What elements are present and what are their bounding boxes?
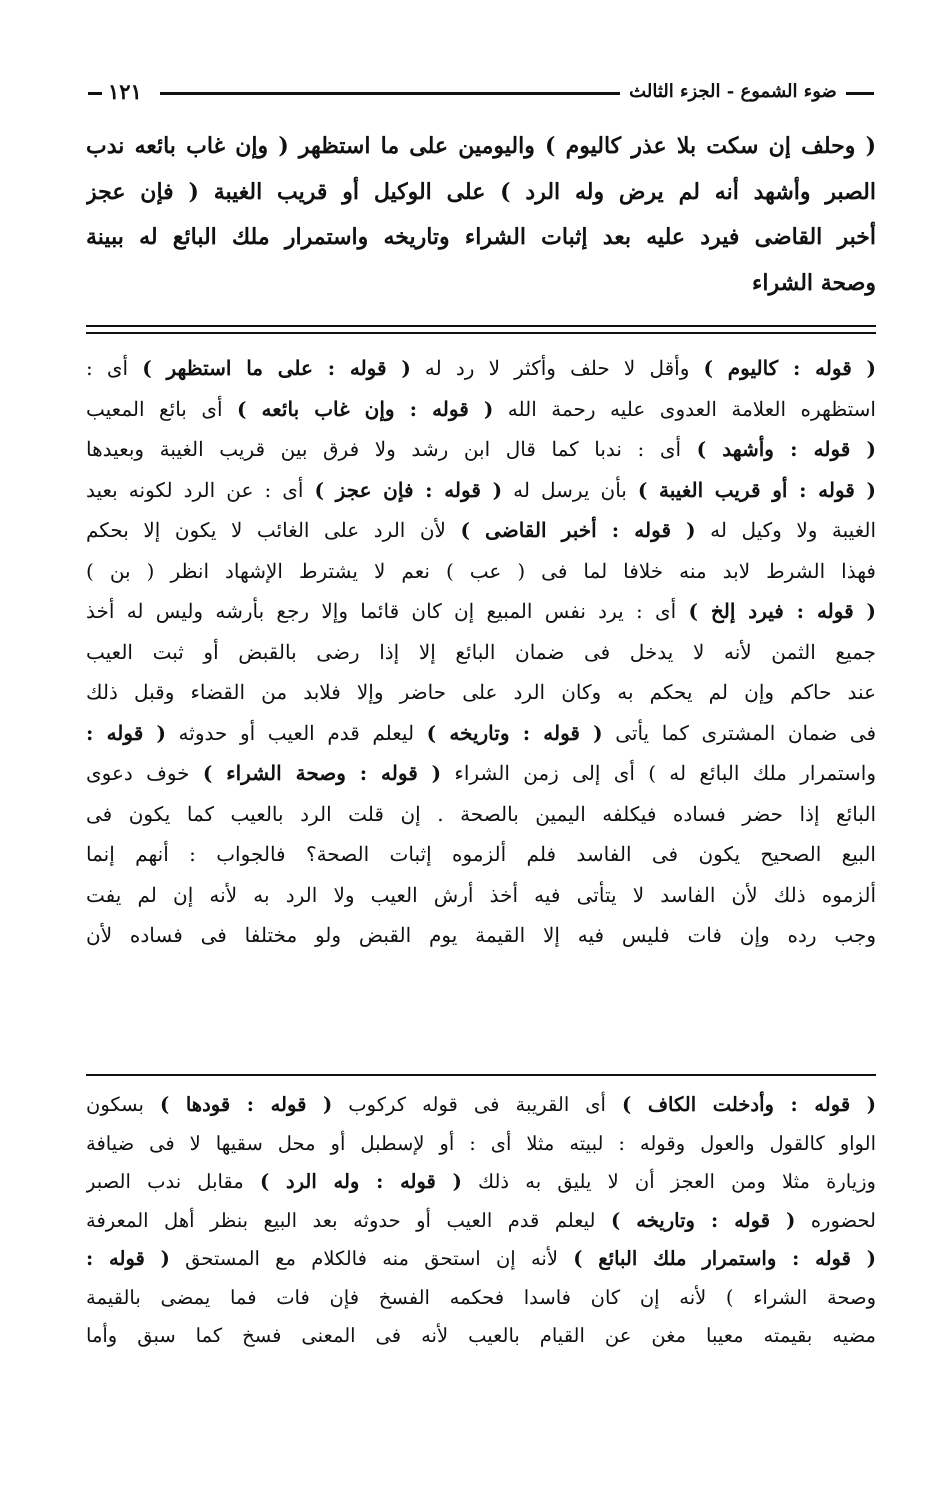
book-title: ضوء الشموع - الجزء الثالث [629, 81, 837, 102]
commentary-line: ( قوله : كاليوم ) وأقل لا حلف وأكثر لا رد له ( قوله : على ما استظهر ) أى : [86, 356, 876, 380]
commentary-line: ألزموه ذلك لأن الفاسد لا يتأتى فيه أخذ أرش العيب ولا الرد به لأنه إن لم يفت [86, 882, 876, 907]
commentary-line: فى ضمان المشترى كما يأتى ( قوله : وتاريخه ) ليعلم قدم العيب أو حدوثه ( قوله : [86, 720, 876, 745]
footnote-line: وصحة الشراء ) لأنه إن كان فاسدا فحكمه الفسخ فإن فات فما يمضى بالقيمة [86, 1285, 876, 1309]
commentary-line: ( قوله : فيرد إلخ ) أى : يرد نفس المبيع إن كان قائما وإلا رجع بأرشه وليس له أخذ [86, 599, 876, 623]
commentary-line: ( قوله : أو قريب الغيبة ) بأن يرسل له ( قوله : فإن عجز ) أى : عن الرد لكونه بعيد [86, 477, 876, 502]
footnote-line: الواو كالقول والعول وقوله : لبيته مثلا أى : أو لإسطبل أو محل سقيها لا فى ضيافة [86, 1131, 876, 1155]
main-text-line: أخبر القاضى فيرد عليه بعد إثبات الشراء وتاريخه واستمرار ملك البائع له ببينة [86, 224, 876, 250]
footnote-text [86, 1086, 876, 1356]
header-rule [160, 92, 620, 95]
commentary-line: البائع إذا حضر فساده فيكلفه اليمين بالصحة . إن قلت الرد بالعيب كما يكون فى [86, 801, 876, 826]
page-number: ١٢١ [108, 79, 142, 104]
commentary-line: واستمرار ملك البائع له ) أى إلى زمن الشراء ( قوله : وصحة الشراء ) خوف دعوى [86, 761, 876, 785]
footnote-line: وزيارة مثلا ومن العجز أن لا يليق به ذلك ( قوله : وله الرد ) مقابل ندب الصبر [86, 1170, 876, 1193]
commentary-line: فهذا الشرط لابد منه خلافا لما فى ( عب ) نعم لا يشترط الإشهاد انظر ( بن ) [86, 558, 876, 583]
main-text-line: ( وحلف إن سكت بلا عذر كاليوم ) واليومين على ما استظهر ( وإن غاب بائعه ندب [86, 133, 876, 159]
footnote-line: مضيه بقيمته معيبا مغن عن القيام بالعيب لأنه فى المعنى فسخ كما سبق وأما [86, 1324, 876, 1347]
page-header [88, 78, 874, 108]
footnote-line: ( قوله : وأدخلت الكاف ) أى القريبة فى قوله كركوب ( قوله : قودها ) بسكون [86, 1093, 876, 1116]
commentary-line: استظهره العلامة العدوى عليه رحمة الله ( قوله : وإن غاب بائعه ) أى بائع المعيب [86, 396, 876, 421]
commentary-line: عند حاكم وإن لم يحكم به وكان الرد على حاضر وإلا فلابد من القضاء وقبل ذلك [86, 680, 876, 704]
main-text-line: وصحة الشراء [752, 269, 876, 296]
main-text-line: الصبر وأشهد أنه لم يرض وله الرد ) على الوكيل أو قريب الغيبة ( فإن عجز [86, 178, 876, 205]
commentary-text [86, 348, 876, 956]
commentary-line: ( قوله : وأشهد ) أى : ندبا كما قال ابن رشد ولا فرق بين قريب الغيبة وبعيدها [86, 437, 876, 461]
footnote-line: لحضوره ( قوله : وتاريخه ) ليعلم قدم العيب أو حدوثه بعد البيع بنظر أهل المعرفة [86, 1208, 876, 1232]
section-divider [86, 325, 876, 334]
header-dash-left [88, 92, 102, 95]
commentary-line: جميع الثمن لأنه لا يدخل فى ضمان البائع إلا إذا رضى بالقبض أو ثبت العيب [86, 639, 876, 664]
commentary-line: البيع الصحيح يكون فى الفاسد فلم ألزموه إثبات الصحة؟ فالجواب : أنهم إنما [86, 842, 876, 866]
main-text [86, 124, 876, 306]
commentary-line: الغيبة ولا وكيل له ( قوله : أخبر القاضى ) لأن الرد على الغائب لا يكون إلا بحكم [86, 518, 876, 542]
footnote-line: ( قوله : واستمرار ملك البائع ) لأنه إن استحق منه فالكلام مع المستحق ( قوله : [86, 1247, 876, 1270]
footnote-divider [86, 1074, 876, 1076]
commentary-line: وجب رده وإن فات فليس فيه إلا القيمة يوم القبض ولو مختلفا فى فساده لأن [86, 923, 876, 947]
header-dash-right [846, 92, 874, 95]
